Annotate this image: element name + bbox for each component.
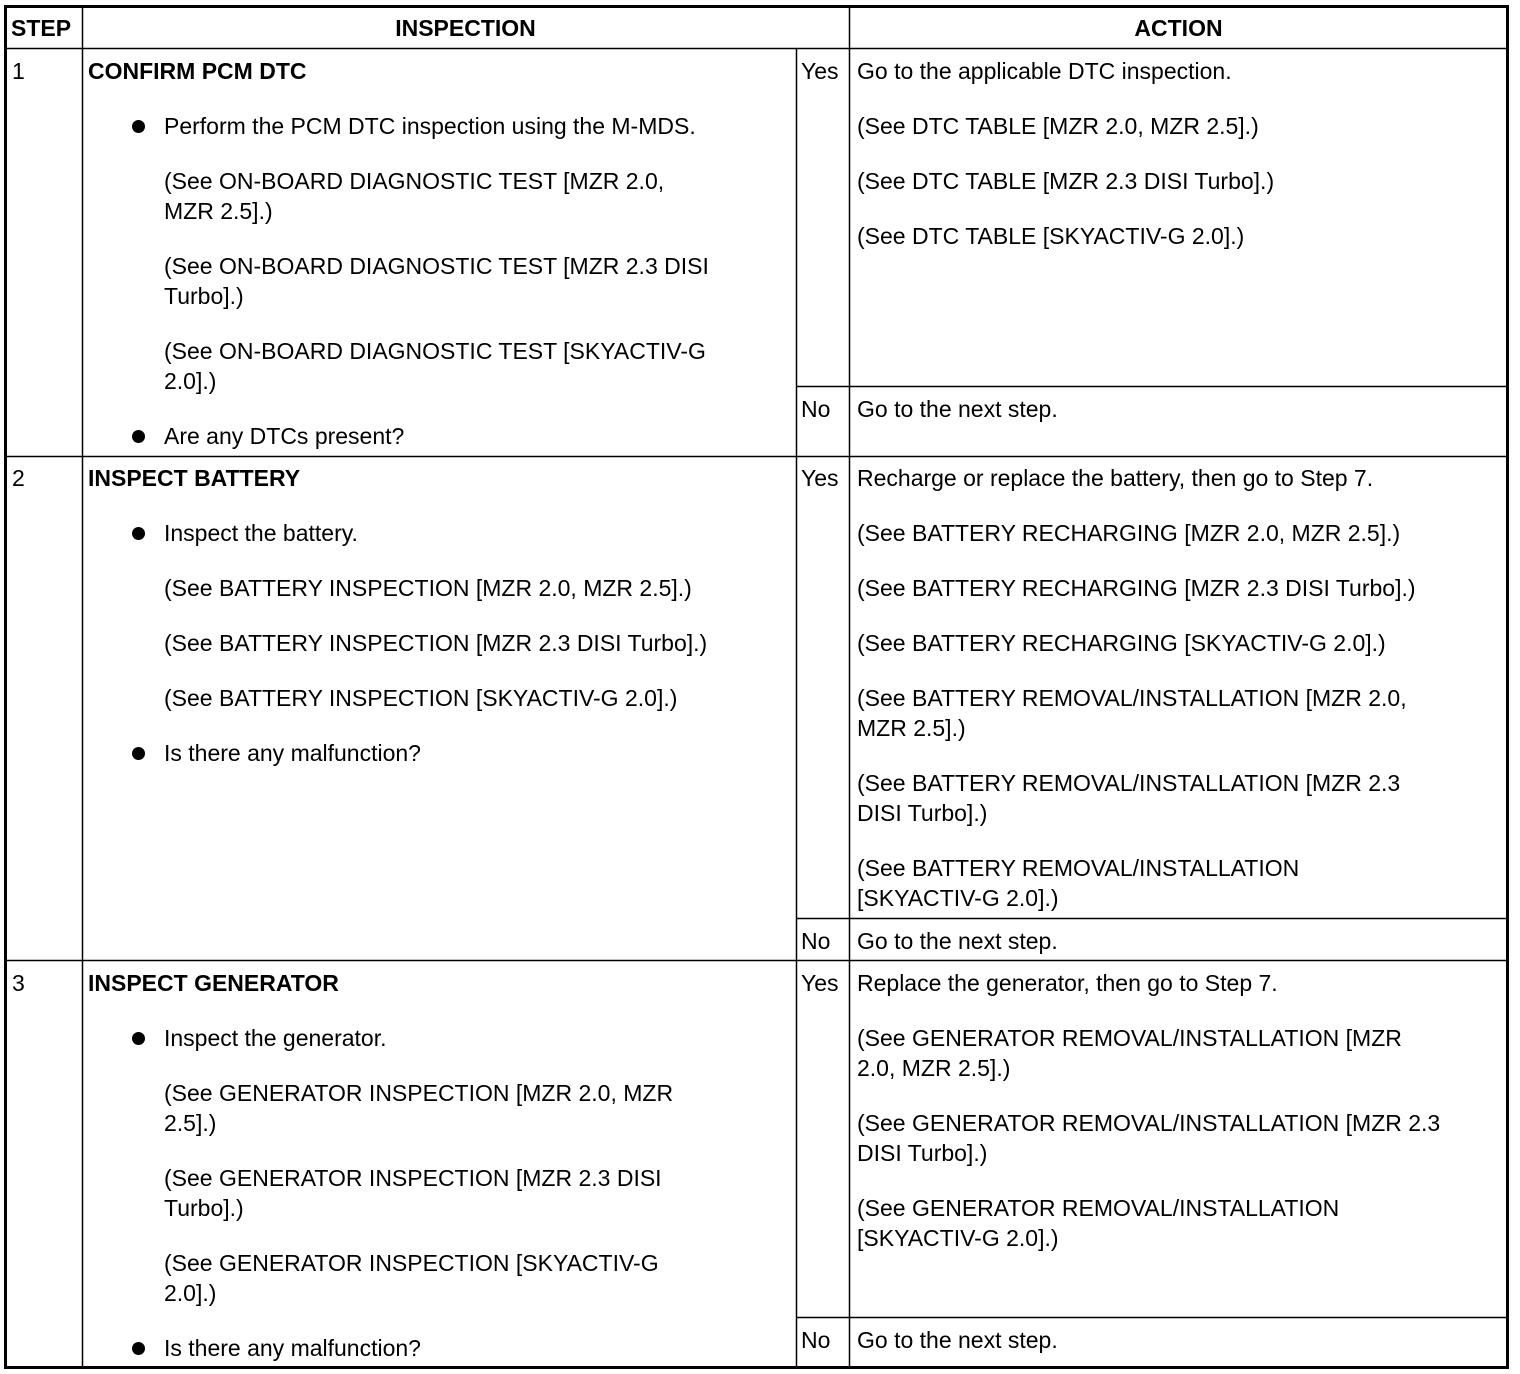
action-reference: (See GENERATOR REMOVAL/INSTALLATION [MZR 2.3 (857, 1110, 1441, 1136)
action-reference: (See DTC TABLE [MZR 2.3 DISI Turbo].) (857, 168, 1275, 194)
bullet-icon (132, 1342, 145, 1355)
action-reference: 2.0, MZR 2.5].) (857, 1055, 1011, 1081)
inspection-reference: (See ON-BOARD DIAGNOSTIC TEST [MZR 2.3 DISI (164, 253, 709, 279)
action-reference: (See BATTERY REMOVAL/INSTALLATION [MZR 2.3 (857, 770, 1401, 796)
yes-label: Yes (801, 58, 839, 84)
header-step: STEP (11, 15, 72, 41)
step-number: 1 (12, 58, 25, 84)
inspection-reference: (See ON-BOARD DIAGNOSTIC TEST [MZR 2.0, (164, 168, 665, 194)
inspection-reference: (See BATTERY INSPECTION [MZR 2.3 DISI Turbo].) (164, 630, 708, 656)
action-reference: (See BATTERY RECHARGING [MZR 2.3 DISI Turbo].) (857, 575, 1416, 601)
action-reference: MZR 2.5].) (857, 715, 966, 741)
inspection-question: Is there any malfunction? (164, 1335, 421, 1361)
inspection-question: Is there any malfunction? (164, 740, 421, 766)
header-inspection: INSPECTION (395, 15, 536, 41)
step-number: 3 (12, 970, 25, 996)
inspection-reference: (See BATTERY INSPECTION [SKYACTIV-G 2.0].) (164, 685, 678, 711)
inspection-reference: (See GENERATOR INSPECTION [MZR 2.3 DISI (164, 1165, 662, 1191)
action-reference: DISI Turbo].) (857, 1140, 988, 1166)
inspection-bullet: Perform the PCM DTC inspection using the M-MDS. (164, 113, 696, 139)
action-reference: DISI Turbo].) (857, 800, 988, 826)
inspection-reference: 2.0].) (164, 1280, 217, 1306)
bullet-icon (132, 430, 145, 443)
inspection-reference: 2.5].) (164, 1110, 217, 1136)
action-reference: (See BATTERY RECHARGING [MZR 2.0, MZR 2.5].) (857, 520, 1401, 546)
inspection-reference: Turbo].) (164, 1195, 244, 1221)
action-reference: [SKYACTIV-G 2.0].) (857, 1225, 1059, 1251)
action-text: Go to the next step. (857, 1327, 1058, 1353)
inspection-bullet: Inspect the battery. (164, 520, 358, 546)
action-text: Go to the next step. (857, 396, 1058, 422)
action-text: Recharge or replace the battery, then go to Step 7. (857, 465, 1374, 491)
inspection-reference: Turbo].) (164, 283, 244, 309)
step-title: CONFIRM PCM DTC (88, 58, 307, 84)
action-reference: (See GENERATOR REMOVAL/INSTALLATION [MZR (857, 1025, 1402, 1051)
inspection-reference: (See BATTERY INSPECTION [MZR 2.0, MZR 2.5].) (164, 575, 692, 601)
inspection-bullet: Inspect the generator. (164, 1025, 387, 1051)
bullet-icon (132, 527, 145, 540)
bullet-icon (132, 120, 145, 133)
bullet-icon (132, 1032, 145, 1045)
action-text: Go to the next step. (857, 928, 1058, 954)
no-label: No (801, 928, 831, 954)
action-text: Replace the generator, then go to Step 7. (857, 970, 1278, 996)
inspection-reference: (See GENERATOR INSPECTION [MZR 2.0, MZR (164, 1080, 674, 1106)
action-reference: [SKYACTIV-G 2.0].) (857, 885, 1059, 911)
bullet-icon (132, 747, 145, 760)
yes-label: Yes (801, 465, 839, 491)
action-reference: (See BATTERY REMOVAL/INSTALLATION (857, 855, 1300, 881)
inspection-reference: 2.0].) (164, 368, 217, 394)
inspection-reference: (See GENERATOR INSPECTION [SKYACTIV-G (164, 1250, 659, 1276)
inspection-reference: (See ON-BOARD DIAGNOSTIC TEST [SKYACTIV-G (164, 338, 706, 364)
no-label: No (801, 396, 831, 422)
action-reference: (See BATTERY RECHARGING [SKYACTIV-G 2.0].) (857, 630, 1386, 656)
step-title: INSPECT GENERATOR (88, 970, 339, 996)
yes-label: Yes (801, 970, 839, 996)
action-reference: (See BATTERY REMOVAL/INSTALLATION [MZR 2.0, (857, 685, 1407, 711)
step-number: 2 (12, 465, 25, 491)
step-title: INSPECT BATTERY (88, 465, 301, 491)
no-label: No (801, 1327, 831, 1353)
inspection-reference: MZR 2.5].) (164, 198, 273, 224)
action-text: Go to the applicable DTC inspection. (857, 58, 1232, 84)
action-reference: (See DTC TABLE [MZR 2.0, MZR 2.5].) (857, 113, 1259, 139)
header-action: ACTION (1134, 15, 1223, 41)
action-reference: (See GENERATOR REMOVAL/INSTALLATION (857, 1195, 1340, 1221)
inspection-question: Are any DTCs present? (164, 423, 405, 449)
action-reference: (See DTC TABLE [SKYACTIV-G 2.0].) (857, 223, 1245, 249)
